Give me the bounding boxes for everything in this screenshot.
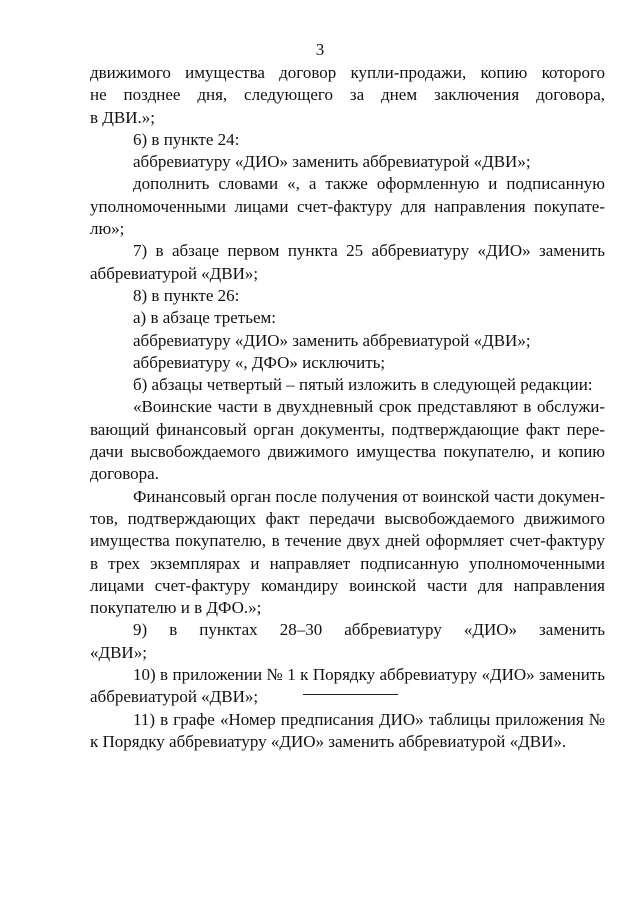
text-line: тов, подтверждающих факт передачи высвобождаемого движимого — [90, 508, 605, 528]
text-line: договора. — [90, 464, 159, 484]
text-line: к Порядку аббревиатуру «ДИО» заменить аббревиатурой «ДВИ». — [90, 731, 567, 751]
text-line: «Воинские части в двухдневный срок представляют в обслужи- — [133, 397, 605, 417]
text-line: Финансовый орган после получения от воинской части докумен- — [133, 486, 605, 506]
text-line: а) в абзаце третьем: — [133, 308, 276, 328]
text-line: аббревиатуру «ДИО» заменить аббревиатурой «ДВИ»; — [133, 152, 531, 172]
text-line: б) абзацы четвертый – пятый изложить в следующей редакции: — [133, 375, 593, 395]
text-line: покупателю и в ДФО.»; — [90, 598, 262, 618]
text-line: 10) в приложении № 1 к Порядку аббревиатуру «ДИО» заменить — [133, 665, 605, 685]
end-divider-line — [303, 694, 398, 695]
text-line: 7) в абзаце первом пункта 25 аббревиатуру «ДИО» заменить — [133, 241, 605, 261]
text-line: аббревиатурой «ДВИ»; — [90, 263, 259, 283]
text-line: аббревиатурой «ДВИ»; — [90, 687, 259, 707]
text-line: вающий финансовый орган документы, подтверждающие факт пере- — [90, 419, 605, 439]
text-line: имущества покупателю, в течение двух дней оформляет счет-фактуру — [90, 531, 605, 551]
text-line: не позднее дня, следующего за днем заключения договора, — [90, 85, 605, 105]
text-line: в ДВИ.»; — [90, 107, 155, 127]
text-line: лю»; — [90, 219, 125, 239]
text-line: 11) в графе «Номер предписания ДИО» таблицы приложения № — [133, 709, 605, 729]
text-line: аббревиатуру «, ДФО» исключить; — [133, 352, 386, 372]
text-line: лицами счет-фактуру командиру воинской части для направления — [90, 575, 605, 595]
text-line: дополнить словами «, а также оформленную и подписанную — [133, 174, 605, 194]
text-line: дачи высвобождаемого движимого имущества покупателю, и копию — [90, 442, 605, 462]
text-line: аббревиатуру «ДИО» заменить аббревиатурой «ДВИ»; — [133, 330, 531, 350]
text-line: движимого имущества договор купли-продажи, копию которого — [90, 63, 605, 82]
text-line: 9) в пунктах 28–30 аббревиатуру «ДИО» заменить — [133, 620, 605, 640]
text-line: 6) в пункте 24: — [133, 129, 240, 149]
page-number: 3 — [315, 40, 325, 59]
text-line: в трех экземплярах и направляет подписанную уполномоченными — [90, 553, 605, 573]
text-line: «ДВИ»; — [90, 642, 147, 662]
text-line: уполномоченными лицами счет-фактуру для направления покупате- — [90, 196, 605, 216]
text-line: 8) в пункте 26: — [133, 285, 240, 305]
document-body — [90, 62, 605, 753]
